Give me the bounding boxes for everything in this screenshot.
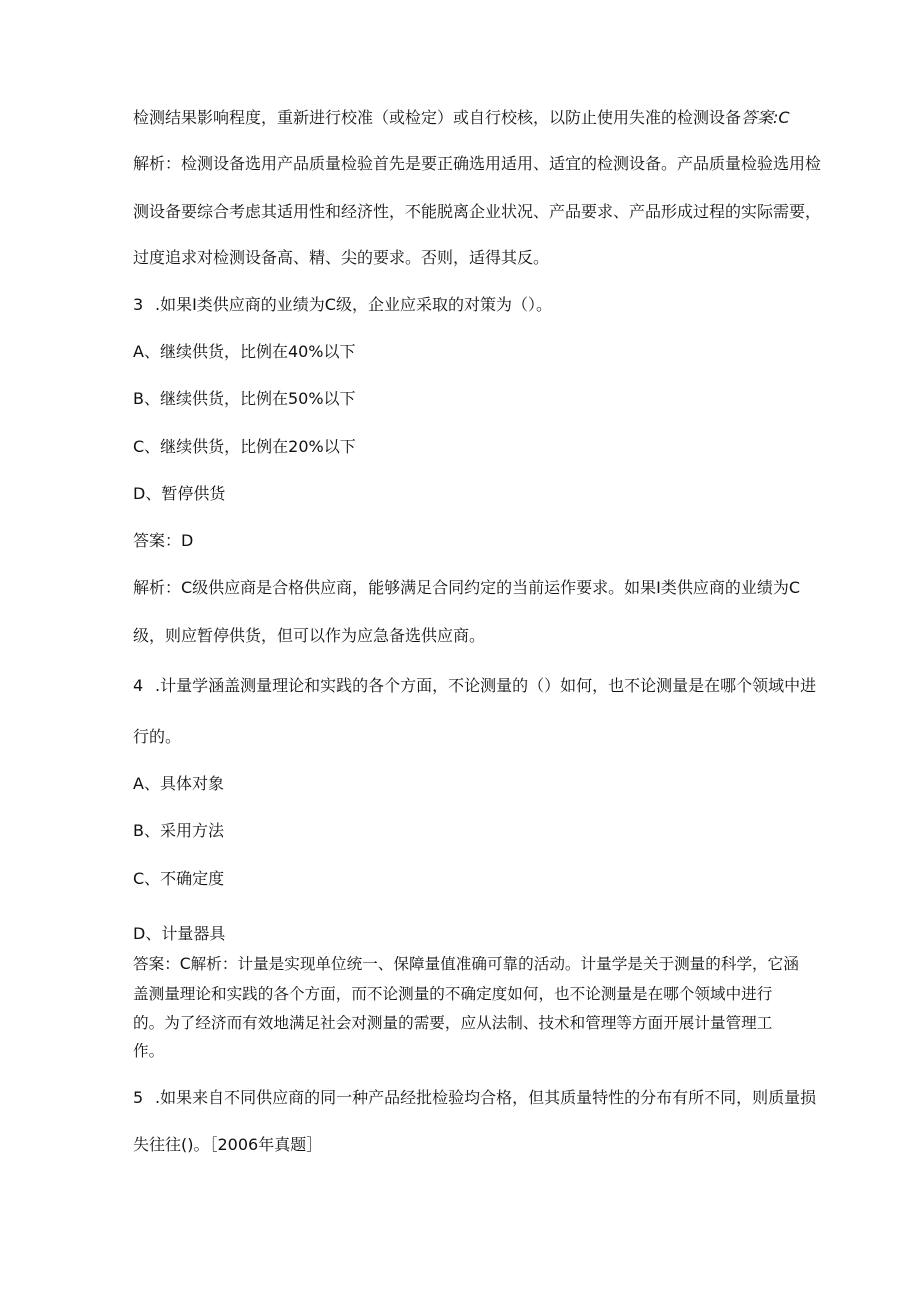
- explanation-line: 解析：检测设备选用产品质量检验首先是要正确选用适用、适宜的检测设备。产品质量检验选用检: [133, 154, 822, 173]
- option-d: D、计量器具: [133, 924, 226, 943]
- text-line: [133, 107, 790, 129]
- explanation-line: 解析：C级供应商是合格供应商，能够满足合同约定的当前运作要求。如果I类供应商的业绩为C: [133, 578, 801, 597]
- option-c: C、继续供货，比例在20%以下: [133, 437, 356, 456]
- option-c: C、不确定度: [133, 869, 225, 888]
- question-number: 5: [133, 1088, 144, 1107]
- text-line-main: 检测结果影响程度，重新进行校准（或检定）或自行校核，以防止使用失准的检测设备: [133, 108, 742, 127]
- question-number: 4: [133, 676, 144, 695]
- question-text: .如果来自不同供应商的同一种产品经批检验均合格，但其质量特性的分布有所不同，则质量损: [155, 1088, 817, 1107]
- explanation-line: 过度追求对检测设备高、精、尖的要求。否则，适得其反。: [133, 248, 550, 267]
- question-number: 3: [133, 295, 144, 314]
- explanation-line: 级，则应暂停供货，但可以作为应急备选供应商。: [133, 626, 486, 645]
- option-b: B、继续供货，比例在50%以下: [133, 389, 356, 408]
- answer-explanation-line: 的。为了经济而有效地满足社会对测量的需要，应从法制、技术和管理等方面开展计量管理工: [133, 1014, 773, 1032]
- option-a: A、具体对象: [133, 774, 224, 793]
- answer-line: 答案：D: [133, 531, 194, 550]
- question-text: .计量学涵盖测量理论和实践的各个方面，不论测量的（）如何，也不论测量是在哪个领域中进: [155, 676, 817, 695]
- answer-explanation-line: 作。: [133, 1042, 165, 1060]
- question-4: [133, 675, 816, 697]
- option-d: D、暂停供货: [133, 484, 226, 503]
- question-5: [133, 1087, 816, 1109]
- answer-explanation-line: 盖测量理论和实践的各个方面，而不论测量的不确定度如何，也不论测量是在哪个领域中进行: [133, 985, 773, 1003]
- option-b: B、采用方法: [133, 821, 224, 840]
- answer-explanation-line: 答案：C解析：计量是实现单位统一、保障量值准确可靠的活动。计量学是关于测量的科学，它涵: [133, 955, 799, 973]
- answer-text: 答案:C: [741, 108, 790, 127]
- question-text: .如果I类供应商的业绩为C级，企业应采取的对策为（）。: [155, 295, 552, 314]
- question-3: [133, 294, 552, 316]
- question-text-continued: 失往往()。［2006年真题］: [133, 1135, 323, 1154]
- question-text-continued: 行的。: [133, 727, 182, 746]
- explanation-line: 测设备要综合考虑其适用性和经济性，不能脱离企业状况、产品要求、产品形成过程的实际需要，: [133, 202, 822, 221]
- option-a: A、继续供货，比例在40%以下: [133, 342, 356, 361]
